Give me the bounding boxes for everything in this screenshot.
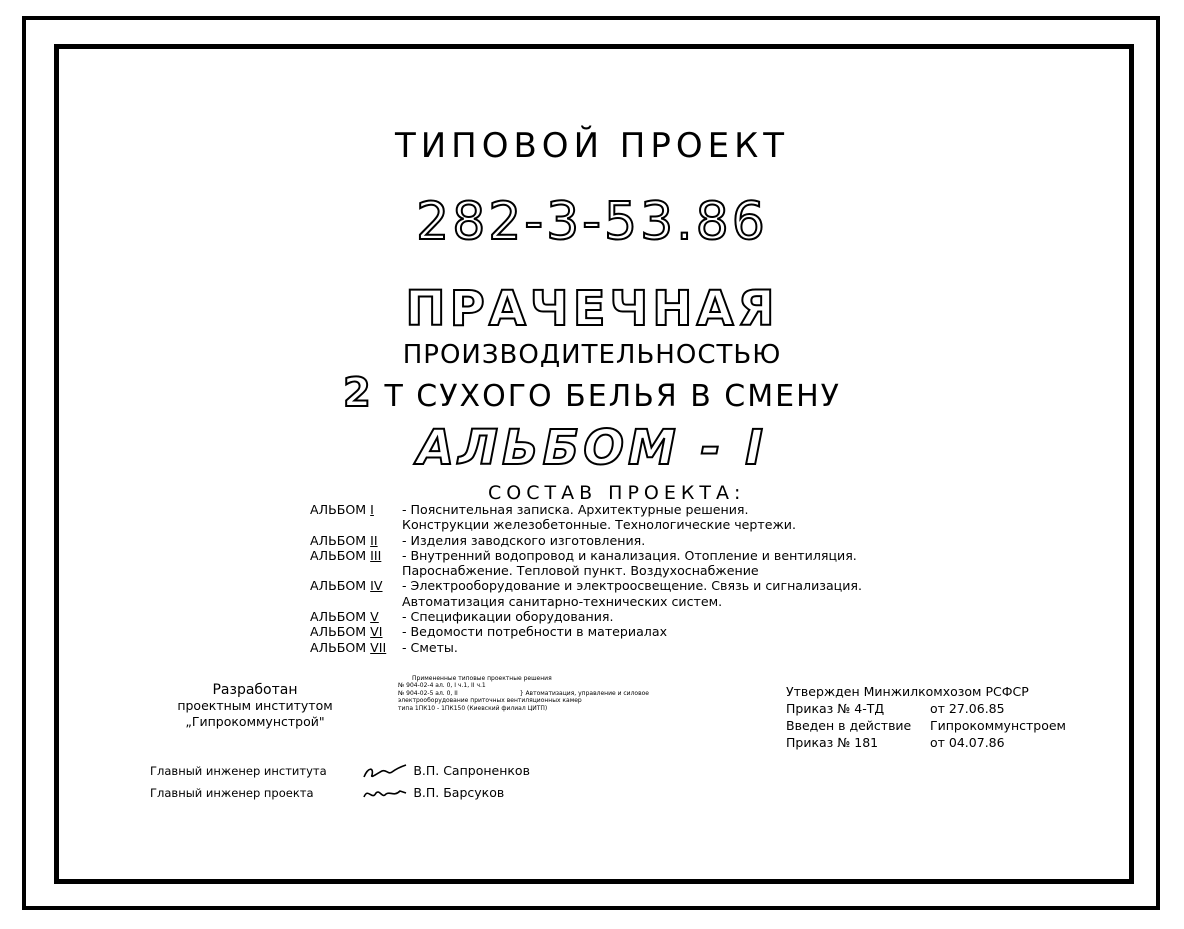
- album-desc: - Спецификации оборудования.: [402, 609, 614, 625]
- developer-line1: Разработан: [212, 682, 298, 698]
- list-item: [310, 609, 862, 624]
- list-item: [310, 502, 862, 517]
- album-label: АЛЬБОМ: [310, 639, 367, 655]
- capacity-value-line: [0, 370, 1184, 416]
- signature-name: В.П. Сапроненков: [413, 763, 530, 778]
- signature-row: [150, 760, 530, 782]
- signature-role: Главный инженер проекта: [150, 786, 314, 800]
- album-desc: - Сметы.: [402, 639, 458, 655]
- applied-line3: № 904-02-5 ал. 0, II: [398, 689, 458, 697]
- project-type-label: ТИПОВОЙ ПРОЕКТ: [394, 126, 790, 166]
- order1-date: от 27.06.85: [930, 701, 1005, 716]
- list-item: [310, 624, 862, 639]
- signature-role: Главный инженер института: [150, 764, 327, 778]
- signatures-block: [150, 760, 530, 804]
- list-item: [310, 640, 862, 655]
- applied-line1: Примененные типовые проектные решения: [412, 675, 552, 682]
- album-roman: VII: [370, 639, 387, 655]
- project-number: 282-3-53.86: [416, 192, 768, 252]
- developer-line2: проектным институтом: [177, 698, 333, 713]
- approval-block: [786, 683, 1066, 751]
- album-roman: V: [370, 609, 379, 625]
- applied-line5: типа 1ПК10 - 1ПК150 (Киевский филиал ЦИТП): [398, 704, 548, 712]
- album-label: АЛЬБОМ: [310, 547, 367, 563]
- applied-line4: электрооборудование приточных вентиляционных камер: [398, 697, 582, 705]
- album-desc: - Внутренний водопровод и канализация. Отопление и вентиляция.: [402, 547, 857, 563]
- album-label: АЛЬБОМ: [310, 624, 367, 640]
- album-desc: - Изделия заводского изготовления.: [402, 532, 646, 548]
- project-name: ПРАЧЕЧНАЯ: [405, 281, 779, 337]
- developer-block: [150, 682, 360, 730]
- signature-name: В.П. Барсуков: [413, 785, 505, 800]
- album-label: АЛЬБОМ: [310, 502, 367, 517]
- album-desc: Конструкции железобетонные. Технологические чертежи.: [402, 517, 796, 533]
- list-item: [310, 578, 862, 593]
- list-item: [310, 517, 862, 532]
- introduced-by: Гипрокоммунстроем: [930, 718, 1066, 733]
- contents-heading: СОСТАВ ПРОЕКТА:: [488, 482, 746, 504]
- applied-solutions: [398, 675, 649, 712]
- album-desc: - Электрооборудование и электроосвещение. Связь и сигнализация.: [402, 578, 863, 594]
- album-roman: III: [370, 547, 382, 563]
- handwritten-signature: [360, 763, 410, 781]
- album-roman: VI: [370, 624, 383, 640]
- order1-label: Приказ № 4-ТД: [786, 701, 885, 716]
- order2-label: Приказ № 181: [786, 735, 879, 750]
- capacity-line: ПРОИЗВОДИТЕЛЬНОСТЬЮ: [402, 340, 782, 370]
- album-label: АЛЬБОМ: [310, 609, 367, 625]
- album-label: АЛЬБОМ: [310, 578, 367, 594]
- applied-line2: № 904-02-4 ал. 0, I ч.1, II ч.1: [398, 682, 486, 690]
- album-desc: - Ведомости потребности в материалах: [402, 624, 668, 640]
- album-roman: I: [370, 502, 374, 517]
- album-desc: Пароснабжение. Тепловой пункт. Воздухоснабжение: [402, 563, 759, 579]
- capacity-unit-text: Т СУХОГО БЕЛЬЯ В СМЕНУ: [384, 379, 841, 414]
- album-roman: IV: [370, 578, 383, 594]
- capacity-number: 2: [343, 370, 373, 416]
- contents-list: [310, 502, 862, 655]
- album-title: АЛЬБОМ - I: [417, 420, 767, 476]
- developer-line3: „Гипрокоммунстрой": [185, 714, 325, 729]
- handwritten-signature: [360, 785, 410, 803]
- list-item: [310, 594, 862, 609]
- album-desc: - Пояснительная записка. Архитектурные решения.: [402, 502, 749, 517]
- album-desc: Автоматизация санитарно-технических систем.: [402, 593, 723, 609]
- album-label: АЛЬБОМ: [310, 532, 367, 548]
- list-item: [310, 533, 862, 548]
- signature-row: [150, 782, 530, 804]
- list-item: [310, 563, 862, 578]
- order2-date: от 04.07.86: [930, 735, 1005, 750]
- approved-by: Утвержден Минжилкомхозом РСФСР: [786, 684, 1029, 699]
- applied-line3b: } Автоматизация, управление и силовое: [519, 689, 649, 697]
- list-item: [310, 548, 862, 563]
- album-roman: II: [370, 532, 378, 548]
- introduced-label: Введен в действие: [786, 718, 912, 733]
